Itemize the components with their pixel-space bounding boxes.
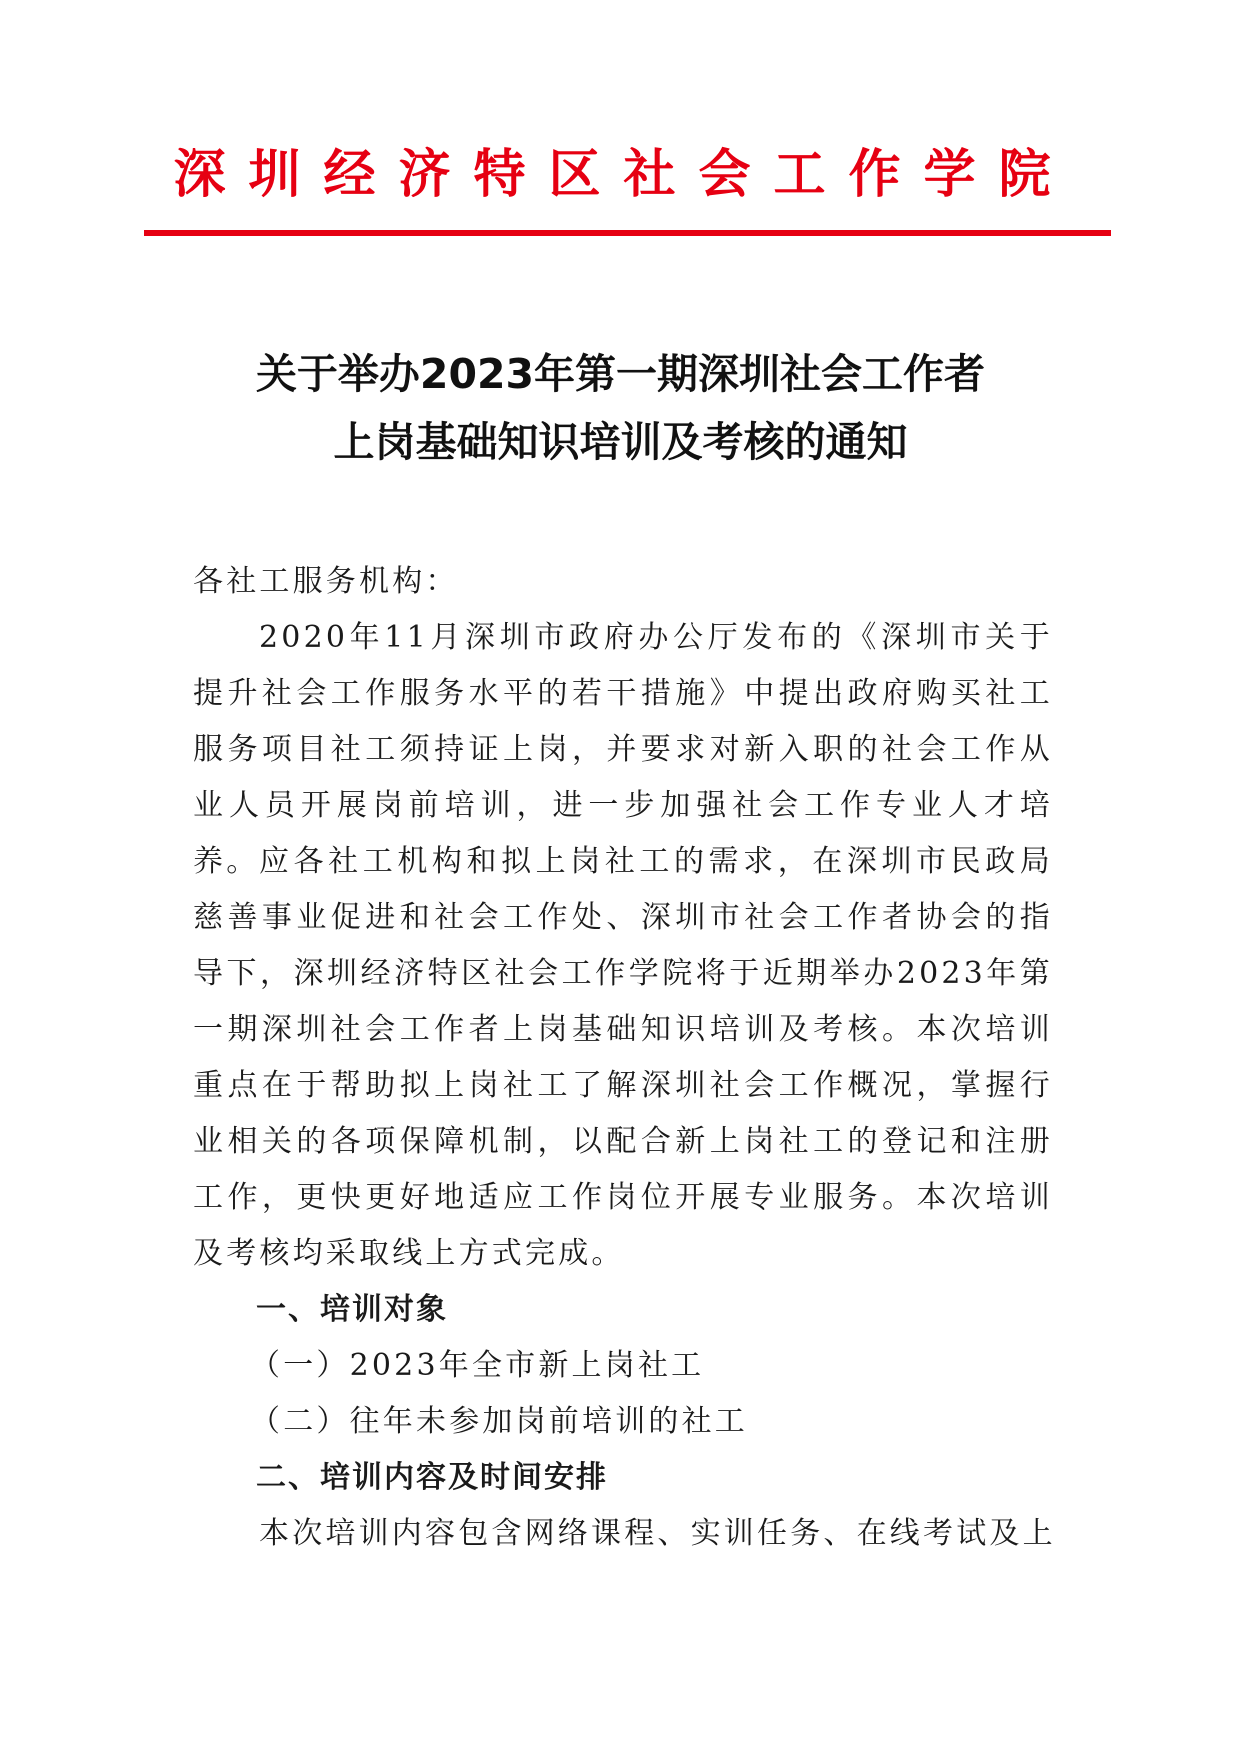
section-1-item-1: （一）2023年全市新上岗社工 <box>250 1348 705 1383</box>
section-2-text-line: 本次培训内容包含网络课程、实训任务、在线考试及上 <box>259 1516 1056 1551</box>
letterhead-org-name: 深圳经济特区社会工作学院 <box>173 145 1074 205</box>
salutation: 各社工服务机构： <box>193 564 459 599</box>
notice-title-line-2: 上岗基础知识培训及考核的通知 <box>333 418 908 466</box>
body-paragraph-2: 应各社工机构和拟上岗社工的需求，在深圳市民政局慈善事业促进和社会工作处、深圳市社会工作者协会的指导下，深圳经济特区社会工作学院将于近期举办2023年第一期深圳社会工作者上岗基础知识培训及考核。本次培训重点在于帮助拟上岗社工了解深圳社会工作概况，掌握行业相关的各项保障机制，以配合新上岗社工的登记和注册工作，更快更好地适应工作岗位开展专业服务。本次培训及考核均采取线上方式完成。 <box>193 844 1053 1271</box>
section-1-item-2: （二）往年未参加岗前培训的社工 <box>250 1404 748 1439</box>
section-heading-1: 一、培训对象 <box>256 1292 448 1327</box>
body-paragraph-1: 2020年11月深圳市政府办公厅发布的《深圳市关于提升社会工作服务水平的若干措施》中提出政府购买社工服务项目社工须持证上岗，并要求对新入职的社会工作从业人员开展岗前培训，进一步加强社会工作专业人才培养。 <box>193 620 1053 879</box>
letterhead-red-rule <box>144 230 1111 236</box>
notice-title-line-1: 关于举办2023年第一期深圳社会工作者 <box>255 350 986 398</box>
section-heading-2: 二、培训内容及时间安排 <box>256 1460 608 1495</box>
